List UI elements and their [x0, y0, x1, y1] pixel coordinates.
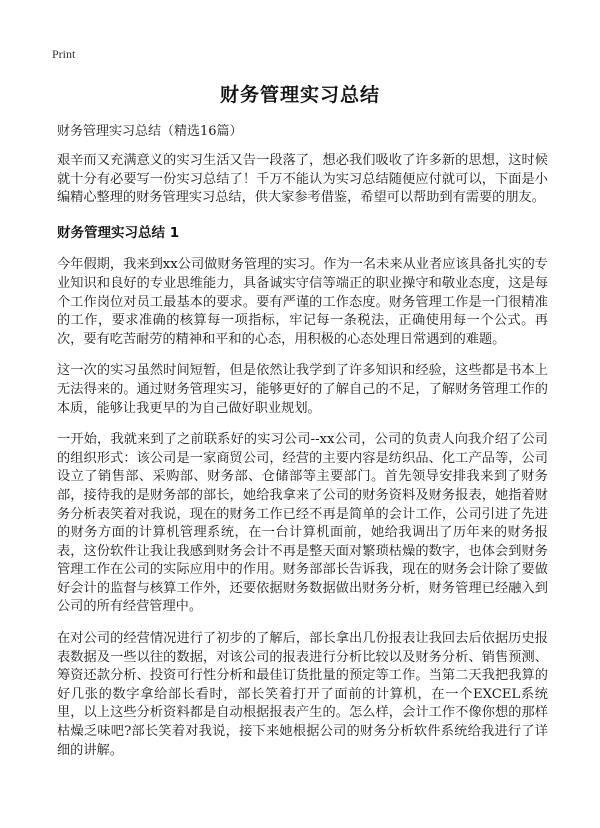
body-paragraph-1: 今年假期，我来到xx公司做财务管理的实习。作为一名未来从业者应该具备扎实的专业知识和良好的专业思维能力，具备诚实守信等端正的职业操守和敬业态度，这是每个工作岗位对员工最基本的要求。要有严谨的工作态度。财务管理工作是一门很精准的工作，要求准确的核算每一项指标，牢记每一条税法，正确使用每一个公式。再次，要有吃苦耐劳的精神和平和的心态，用积极的心态处理日常遇到的难题。 [57, 257, 548, 347]
article-body [57, 152, 548, 773]
section-heading: 财务管理实习总结 1 [57, 224, 180, 241]
body-paragraph-4: 在对公司的经营情况进行了初步的了解后，部长拿出几份报表让我回去后依据历史报表数据及一些以往的数据，对该公司的报表进行分析比较以及财务分析、销售预测、筹资还款分析、投资可行性分析和最佳订货批量的预定等工作。当第二天我把我算的好几张的数字拿给部长看时，部长笑着打开了面前的计算机，在一个EXCEL系统里，以上这些分析资料都是自动根据报表产生的。怎么样，会计工作不像你想的那样枯燥乏味吧?部长笑着对我说，接下来她根据公司的财务分析软件系统给我进行了详细的讲解。 [57, 631, 548, 758]
print-label: Print [52, 47, 76, 61]
document-subtitle: 财务管理实习总结（精选16篇） [57, 124, 243, 139]
body-paragraph-3: 一开始，我就来到了之前联系好的实习公司--xx公司，公司的负责人向我介绍了公司的组织形式：该公司是一家商贸公司，经营的主要内容是纺织品、化工产品等，公司设立了销售部、采购部、财务部、仓储部等主要部门。首先领导安排我来到了财务部，接待我的是财务部的部长，她给我拿来了公司的财务资料及财务报表，她指着财务分析表笑着对我说，现在的财务工作已经不再是简单的会计工作，公司引进了先进的财务方面的计算机管理系统，在一台计算机面前，她给我调出了历年来的财务报表，这份软件让我让我感到财务会计不再是整天面对繁琐枯燥的数字，也体会到财务管理工作在公司的实际应用中的作用。财务部部长告诉我，现在的财务会计除了要做好会计的监督与核算工作外，还要依据财务数据做出财务分析，财务管理已经融入到公司的所有经营管理中。 [57, 432, 548, 615]
intro-paragraph: 艰辛而又充满意义的实习生活又告一段落了，想必我们吸收了许多新的思想，这时候就十分有必要写一份实习总结了！千万不能认为实习总结随便应付就可以，下面是小编精心整理的财务管理实习总结，供大家参考借鉴，希望可以帮助到有需要的朋友。 [57, 153, 548, 206]
body-paragraph-2: 这一次的实习虽然时间短暂，但是依然让我学到了许多知识和经验，这些都是书本上无法得来的。通过财务管理实习，能够更好的了解自己的不足，了解财务管理工作的本质，能够让我更早的为自己做好职业规划。 [57, 363, 548, 416]
page-title: 财务管理实习总结 [219, 84, 380, 106]
